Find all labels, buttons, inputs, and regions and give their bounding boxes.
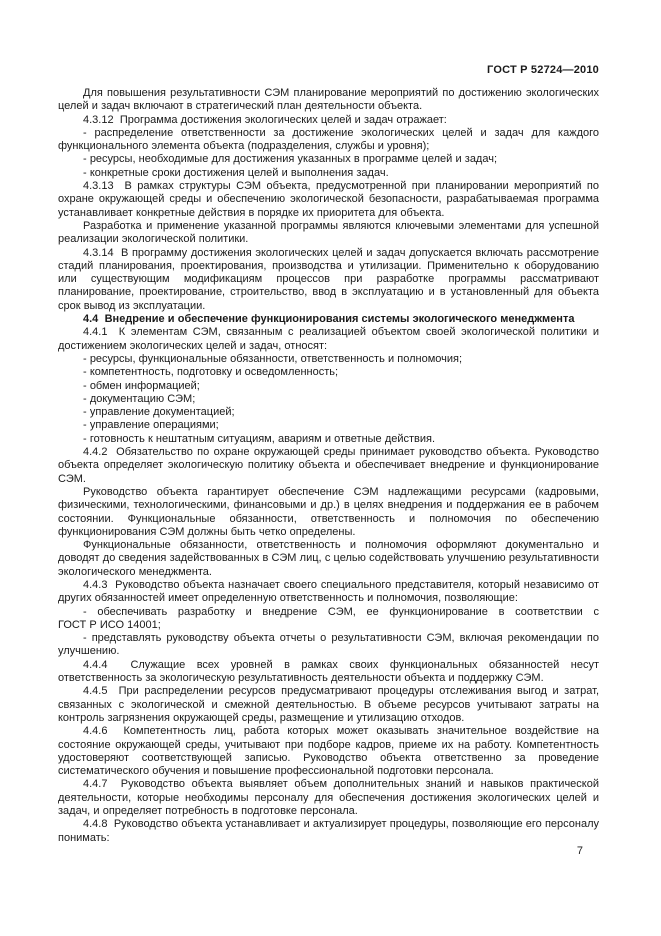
paragraph: 4.4.5 При распределении ресурсов предусматривают процедуры отслеживания выгод и затрат, связанных с экологической и смежной деятельностью. В объеме ресурсов учитывают затраты на контроль загрязнения окружающей среды, размещение и утилизацию отходов. bbox=[58, 685, 599, 724]
paragraph: - управление операциями; bbox=[83, 419, 219, 432]
document-header: ГОСТ Р 52724—2010 bbox=[487, 64, 599, 76]
paragraph: - управление документацией; bbox=[83, 406, 235, 419]
paragraph: Для повышения результативности СЭМ планирование мероприятий по достижению экологических целей и задач включают в стратегический план деятельности объекта. bbox=[58, 87, 599, 113]
paragraph: 4.3.14 В программу достижения экологических целей и задач допускается включать рассмотрение стадий планирования, проектирования, производства и утилизации. Применительно к оборудованию или существующим модификациям процессов при разработке программы рассматривают планирование, проектирование, строительство, ввод в эксплуатацию и в установленный для объекта срок вывод из эксплуатации. bbox=[58, 246, 599, 312]
paragraph: - документацию СЭМ; bbox=[83, 392, 196, 405]
paragraph: 4.4.7 Руководство объекта выявляет объем дополнительных знаний и навыков практической деятельности, которые необходимы персоналу для обеспечения достижения экологических целей и задач, и определяет потребность в подготовке персонала. bbox=[58, 778, 599, 818]
paragraph: - обеспечивать разработку и внедрение СЭМ, ее функционирование в соответствии с ГОСТ Р ИСО 14001; bbox=[58, 605, 599, 631]
paragraph: - готовность к нештатным ситуациям, авариям и ответные действия. bbox=[83, 432, 436, 445]
section-heading: 4.4 Внедрение и обеспечение функционирования системы экологического менеджмента bbox=[83, 313, 575, 326]
paragraph: 4.4.3 Руководство объекта назначает своего специального представителя, который независимо от других обязанностей имеет определенную ответственность и полномочия, позволяющие: bbox=[58, 578, 599, 605]
paragraph: - обмен информацией; bbox=[83, 379, 200, 392]
paragraph: Руководство объекта гарантирует обеспечение СЭМ надлежащими ресурсами (кадровыми, физическими, технологическими, финансовыми и др.) в целях внедрения и поддержания ее в рабочем состоянии. Функциональные обязанности, ответственность и полномочия по обеспечению функционирования СЭМ должны быть четко определены. bbox=[58, 485, 599, 538]
paragraph: - представлять руководству объекта отчеты о результативности СЭМ, включая рекомендации по улучшению. bbox=[58, 632, 599, 658]
paragraph: 4.3.13 В рамках структуры СЭМ объекта, предусмотренной при планировании мероприятий по охране окружающей среды и обеспечению экологической безопасности, разрабатываемая программа устанавливает конкретные действия в порядке их приоритета для объекта. bbox=[58, 180, 599, 219]
paragraph: 4.3.12 Программа достижения экологических целей и задач отражает: bbox=[83, 113, 447, 126]
paragraph: - ресурсы, необходимые для достижения указанных в программе целей и задач; bbox=[83, 153, 498, 166]
document-body bbox=[58, 87, 599, 845]
paragraph: - ресурсы, функциональные обязанности, ответственность и полномочия; bbox=[83, 352, 463, 365]
paragraph: - компетентность, подготовку и осведомленность; bbox=[83, 366, 339, 379]
paragraph: 4.4.1 К элементам СЭМ, связанным с реализацией объектом своей экологической политики и достижением экологических целей и задач, относят: bbox=[58, 326, 599, 352]
paragraph: Разработка и применение указанной программы являются ключевыми элементами для успешной реализации экологической политики. bbox=[58, 219, 599, 246]
paragraph: 4.4.6 Компетентность лиц, работа которых может оказывать значительное воздействие на состояние окружающей среды, учитывают при подборе кадров, приеме их на работу. Компетентность удостоверяют соответствующей записью. Руководство объекта ответственно за проведение систематического обучения и повышение профессиональной подготовки персонала. bbox=[58, 725, 599, 778]
paragraph: 4.4.8 Руководство объекта устанавливает и актуализирует процедуры, позволяющие его персоналу понимать: bbox=[58, 818, 599, 844]
paragraph: - конкретные сроки достижения целей и выполнения задач. bbox=[83, 166, 389, 179]
page-number: 7 bbox=[576, 845, 583, 857]
paragraph: 4.4.2 Обязательство по охране окружающей среды принимает руководство объекта. Руководство объекта определяет экологическую политику объекта и обеспечивает внедрение и функционирование СЭМ. bbox=[58, 446, 599, 485]
paragraph: 4.4.4 Служащие всех уровней в рамках своих функциональных обязанностей несут ответственность за экологическую результативность деятельности объекта и поддержку СЭМ. bbox=[58, 658, 599, 685]
paragraph: Функциональные обязанности, ответственность и полномочия оформляют документально и доводят до сведения задействованных в СЭМ лиц, с целью содействовать улучшению результативности экологического менеджмента. bbox=[58, 539, 599, 578]
paragraph: - распределение ответственности за достижение экологических целей и задач для каждого функционального элемента объекта (подразделения, службы и уровня); bbox=[58, 126, 599, 153]
